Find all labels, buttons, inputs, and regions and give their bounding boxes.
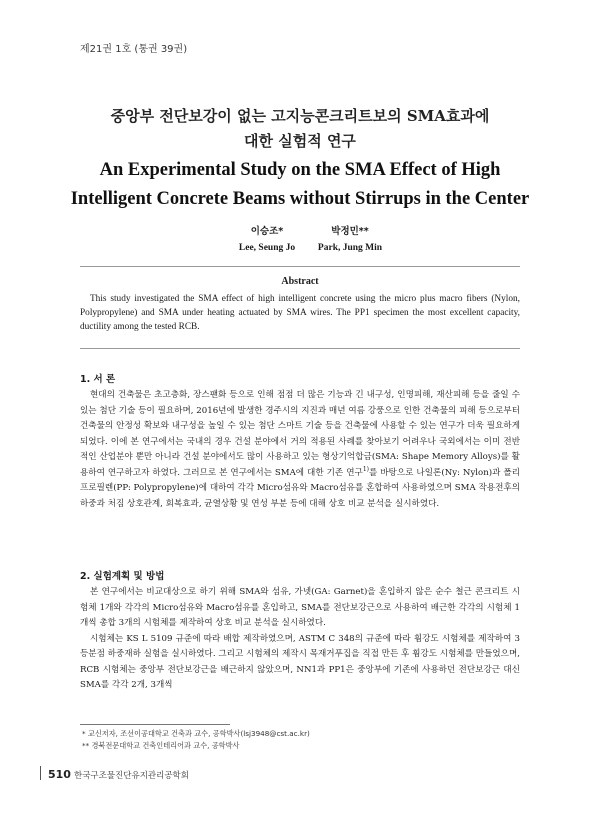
methods-body [80, 585, 520, 694]
footnote-1: * 교신저자, 조선이공대학교 건축과 교수, 공학박사(lsj3948@cst.ac.kr) [82, 729, 310, 738]
body-paragraph: 시험체는 KS L 5109 규준에 따라 배합 제작하였으며, ASTM C 348의 규준에 따라 휨강도 시험체를 제작하여 3등분점 하중재하 실험을 실시하였다. 그리고 시험체의 제작시 목재거푸집을 직접 만든 후 휨강도 시험체를 만들었으며, RCB 시험체는 중앙부 전단보강근을 배근하지 않았으며, NN1과 PP1은 중앙부에 기존에 사용하던 전단보강근 대신 SMA를 각각 2개, 3개씩 [80, 633, 520, 690]
author-1-name-en: Lee, Seung Jo [238, 243, 296, 253]
abstract-heading: Abstract [281, 276, 319, 287]
author-2 [290, 224, 410, 256]
footnote-rule [80, 724, 230, 725]
footnotes [82, 728, 522, 752]
author-2-name-en: Park, Jung Min [317, 243, 383, 253]
title-english-line: Intelligent Concrete Beams without Stirrups in the Center [70, 189, 530, 209]
page-number: 510 [48, 768, 71, 781]
introduction-body [80, 388, 520, 512]
paragraph-text: 를 바탕으로 나일론(Ny: Nylon)과 폴리프로필렌(PP: Polypropylene)에 대하여 각각 Micro섬유와 Macro섬유를 혼합하여 사용하였으며 SMA 작용전후의 하중과 처짐 상호관계, 회복효과, 균열상황 및 연성 부분 등에 대해 상호 비교 분석을 실시하였다. [80, 467, 520, 509]
abstract-text: This study investigated the SMA effect of high intelligent concrete using the micro plus macro fibers (Nylon, Polypropylene) and SMA under heating actuated by SMA wires. The PP1 specimen the most excellent capacity, ductility among the tested RCB. [80, 294, 520, 332]
reference-marker: 1) [362, 465, 369, 473]
journal-name: 한국구조물진단유지관리공학회 [74, 771, 189, 781]
footnote-2: ** 경북전문대학교 건축인테리어과 교수, 공학박사 [82, 741, 240, 750]
body-paragraph [80, 388, 520, 512]
title-korean [40, 104, 560, 154]
title-korean-line: 대한 실험적 연구 [244, 132, 356, 150]
footer-divider [40, 766, 41, 780]
abstract-top-rule [80, 266, 520, 267]
running-head: 제21권 1호 (통권 39권) [80, 44, 188, 55]
author-1-name-ko: 이승조* [250, 226, 284, 237]
abstract-bottom-rule [80, 348, 520, 349]
section-heading-methods: 2. 실험계획 및 방법 [80, 571, 165, 582]
title-english [40, 156, 560, 214]
body-paragraph: 본 연구에서는 비교대상으로 하기 위해 SMA와 섬유, 가넷(GA: Garnet)을 혼입하지 않은 순수 철근 콘크리트 시험체 1개와 각각의 Micro섬유와 Macro섬유를 혼입하고, SMA를 전단보강근으로 사용하여 배근한 각각의 시험체 1개씩 총합 3개의 시험체를 제작하여 상호 비교 분석을 실시하였다. [80, 587, 520, 628]
author-2-name-ko: 박정민** [331, 226, 369, 237]
title-english-line: An Experimental Study on the SMA Effect of High [99, 160, 501, 180]
paragraph-text: 현대의 건축물은 초고층화, 장스팬화 등으로 인해 점점 더 많은 기능과 긴 내구성, 인명피해, 재산피해 등을 줄일 수 있는 첨단 기술 등이 필요하며, 2016년에 발생한 경주시의 지진과 매년 여름 강풍으로 인한 건축물의 피해 등으로부터 건축물의 안정성 확보와 내구성을 높일 수 있는 첨단 스마트 기술 등을 건축물에 사용할 수 있는 연구가 더욱 필요하게 되었다. 이에 본 연구에서는 국내의 경우 건설 분야에서 거의 적용된 사례를 찾아보기 어려우나 국외에서는 이미 전반적인 산업분야 뿐만 아니라 건설 분야에서도 많이 사용하고 있는 형상기억합금(SMA: Shape Memory Alloys)를 활용하여 연구하고자 하였다. 그러므로 본 연구에서는 SMA에 대한 기존 연구 [80, 390, 520, 478]
section-heading-introduction: 1. 서 론 [80, 374, 116, 385]
title-korean-line: 중앙부 전단보강이 없는 고지능콘크리트보의 SMA효과에 [110, 107, 490, 125]
